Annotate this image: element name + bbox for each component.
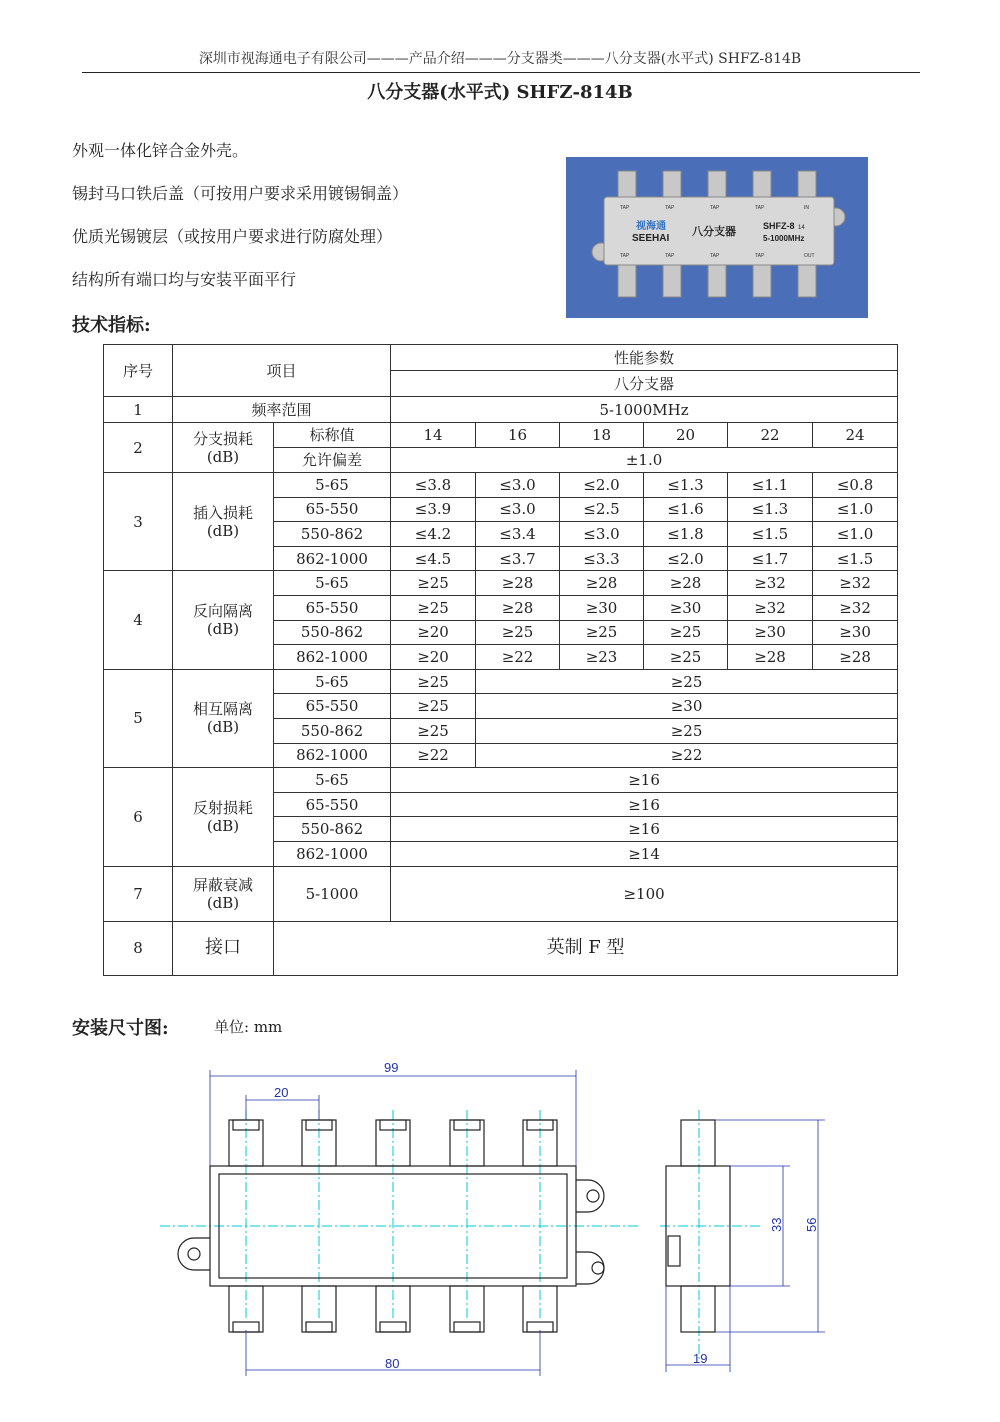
table-row	[104, 571, 898, 596]
cell: ≥25	[391, 669, 476, 694]
table-row	[104, 768, 898, 793]
band-label: 5-65	[274, 473, 391, 498]
table-row	[104, 669, 898, 694]
cell: ≤2.5	[560, 497, 644, 522]
cell: 22	[728, 423, 813, 448]
cell: ≥25	[391, 571, 476, 596]
sub-label: 允许偏差	[274, 448, 391, 473]
row-no: 8	[104, 921, 173, 975]
band-label: 862-1000	[274, 546, 391, 571]
cell: ≥28	[476, 595, 560, 620]
row-item: 相互隔离 (dB)	[173, 669, 274, 767]
photo-model-suffix: 14	[798, 225, 805, 231]
cell: ≤3.8	[391, 473, 476, 498]
row-item: 反向隔离 (dB)	[173, 571, 274, 669]
cell: ≤1.8	[644, 522, 728, 547]
photo-name: 八分支器	[692, 225, 736, 238]
cell: 18	[560, 423, 644, 448]
cell: ≥28	[728, 645, 813, 670]
cell: ≥25	[644, 620, 728, 645]
product-photo	[566, 157, 868, 318]
unit-label: 单位: mm	[214, 1018, 283, 1036]
cell: ≥20	[391, 645, 476, 670]
cell: ≥25	[391, 595, 476, 620]
cell: ≥25	[476, 620, 560, 645]
cell: ≥30	[644, 595, 728, 620]
row-value: 5-1000MHz	[391, 397, 898, 423]
cell: ≥25	[560, 620, 644, 645]
cell: ≥25	[391, 718, 476, 743]
dimension-drawing	[0, 1040, 1000, 1422]
cell: ≥32	[813, 571, 898, 596]
cell: ≤1.5	[728, 522, 813, 547]
cell: 20	[644, 423, 728, 448]
spec-heading: 技术指标:	[72, 315, 151, 336]
spec-table	[103, 344, 898, 976]
splitter-photo-illustration	[566, 157, 868, 318]
cell: ≥16	[391, 792, 898, 817]
cell: ≤1.3	[728, 497, 813, 522]
cell: 英制 F 型	[274, 921, 898, 975]
cell: ≤1.3	[644, 473, 728, 498]
cell: ≥22	[476, 743, 898, 768]
band-label: 550-862	[274, 817, 391, 842]
cell: ≥32	[813, 595, 898, 620]
band-label: 862-1000	[274, 645, 391, 670]
header-performance: 性能参数	[391, 345, 898, 371]
row-no: 1	[104, 397, 173, 423]
photo-brand-cn: 视海通	[636, 221, 666, 232]
cell: ≥30	[560, 595, 644, 620]
header-product: 八分支器	[391, 371, 898, 397]
header-item: 项目	[173, 345, 391, 397]
cell: ≤1.1	[728, 473, 813, 498]
photo-out-label: OUT	[804, 253, 815, 259]
cell: ≥25	[476, 669, 898, 694]
row-item: 频率范围	[173, 397, 391, 423]
cell: ≥14	[391, 841, 898, 866]
cell: ≤3.9	[391, 497, 476, 522]
feature-1: 外观一体化锌合金外壳。	[72, 141, 249, 160]
cell: ≥28	[476, 571, 560, 596]
cell: ≥22	[476, 645, 560, 670]
row-item: 分支损耗 (dB)	[173, 423, 274, 473]
band-label: 5-65	[274, 571, 391, 596]
cell: ≥23	[560, 645, 644, 670]
band-label: 5-65	[274, 669, 391, 694]
dim-80: 80	[385, 1356, 400, 1371]
cell: ≤1.0	[813, 497, 898, 522]
cell: ≥20	[391, 620, 476, 645]
photo-tap-label: TAP	[665, 205, 675, 211]
cell: ≤1.0	[813, 522, 898, 547]
cell: ≥22	[391, 743, 476, 768]
cell: ≤2.0	[560, 473, 644, 498]
cell: 14	[391, 423, 476, 448]
row-no: 3	[104, 473, 173, 571]
cell: ≥30	[476, 694, 898, 719]
band-label: 65-550	[274, 792, 391, 817]
cell: ≥28	[560, 571, 644, 596]
cell: ≤3.3	[560, 546, 644, 571]
band-label: 65-550	[274, 595, 391, 620]
dim-19: 19	[693, 1351, 708, 1366]
cell: ≥28	[644, 571, 728, 596]
cell: ≤1.5	[813, 546, 898, 571]
row-no: 2	[104, 423, 173, 473]
cell: ±1.0	[391, 448, 898, 473]
cell: ≤4.5	[391, 546, 476, 571]
photo-tap-label: TAP	[710, 205, 720, 211]
header-no: 序号	[104, 345, 173, 397]
band-label: 550-862	[274, 718, 391, 743]
dim-56: 56	[804, 1217, 819, 1232]
band-label: 65-550	[274, 497, 391, 522]
band-label: 550-862	[274, 522, 391, 547]
cell: ≥32	[728, 571, 813, 596]
cell: ≥30	[813, 620, 898, 645]
photo-tap-label: TAP	[755, 205, 765, 211]
row-item: 屏蔽衰减 (dB)	[173, 866, 274, 921]
row-no: 4	[104, 571, 173, 669]
band-label: 862-1000	[274, 841, 391, 866]
cell: 24	[813, 423, 898, 448]
page-title: 八分支器(水平式) SHFZ-814B	[367, 82, 633, 103]
row-no: 6	[104, 768, 173, 866]
cell: ≥32	[728, 595, 813, 620]
cell: ≤1.7	[728, 546, 813, 571]
cell: ≤2.0	[644, 546, 728, 571]
band-label: 5-65	[274, 768, 391, 793]
cell: ≤0.8	[813, 473, 898, 498]
row-item: 反射损耗 (dB)	[173, 768, 274, 866]
photo-brand-en: SEEHAI	[632, 233, 670, 244]
cell: ≤3.7	[476, 546, 560, 571]
cell: ≥25	[644, 645, 728, 670]
row-no: 5	[104, 669, 173, 767]
dimension-heading: 安装尺寸图:	[72, 1018, 169, 1039]
sub-label: 5-1000	[274, 866, 391, 921]
cell: ≤3.4	[476, 522, 560, 547]
cell: 16	[476, 423, 560, 448]
photo-tap-label: TAP	[710, 253, 720, 259]
row-no: 7	[104, 866, 173, 921]
cell: ≤4.2	[391, 522, 476, 547]
photo-tap-label: TAP	[620, 205, 630, 211]
band-label: 65-550	[274, 694, 391, 719]
cell: ≥30	[728, 620, 813, 645]
row-item: 接口	[173, 921, 274, 975]
dim-20: 20	[274, 1085, 289, 1100]
feature-2: 锡封马口铁后盖（可按用户要求采用镀锡铜盖）	[72, 184, 409, 203]
dim-33: 33	[769, 1217, 784, 1232]
cell: ≥16	[391, 768, 898, 793]
page-header: 深圳市视海通电子有限公司———产品介绍———分支器类———八分支器(水平式) SHFZ-814B	[198, 51, 802, 67]
photo-model: SHFZ-8	[763, 221, 795, 231]
cell: ≤3.0	[476, 497, 560, 522]
cell: ≥25	[476, 718, 898, 743]
cell: ≥100	[391, 866, 898, 921]
photo-in-label: IN	[804, 205, 809, 211]
dim-99: 99	[384, 1060, 399, 1075]
photo-tap-label: TAP	[755, 253, 765, 259]
cell: ≤3.0	[476, 473, 560, 498]
feature-3: 优质光锡镀层（或按用户要求进行防腐处理）	[72, 227, 393, 246]
feature-4: 结构所有端口均与安装平面平行	[72, 270, 297, 289]
cell: ≤1.6	[644, 497, 728, 522]
cell: ≥25	[391, 694, 476, 719]
cell: ≥28	[813, 645, 898, 670]
photo-freq: 5-1000MHz	[763, 234, 805, 243]
header-divider	[82, 72, 920, 73]
photo-tap-label: TAP	[665, 253, 675, 259]
band-label: 862-1000	[274, 743, 391, 768]
cell: ≥16	[391, 817, 898, 842]
band-label: 550-862	[274, 620, 391, 645]
photo-tap-label: TAP	[620, 253, 630, 259]
cell: ≤3.0	[560, 522, 644, 547]
row-item: 插入损耗 (dB)	[173, 473, 274, 571]
table-row	[104, 473, 898, 498]
sub-label: 标称值	[274, 423, 391, 448]
